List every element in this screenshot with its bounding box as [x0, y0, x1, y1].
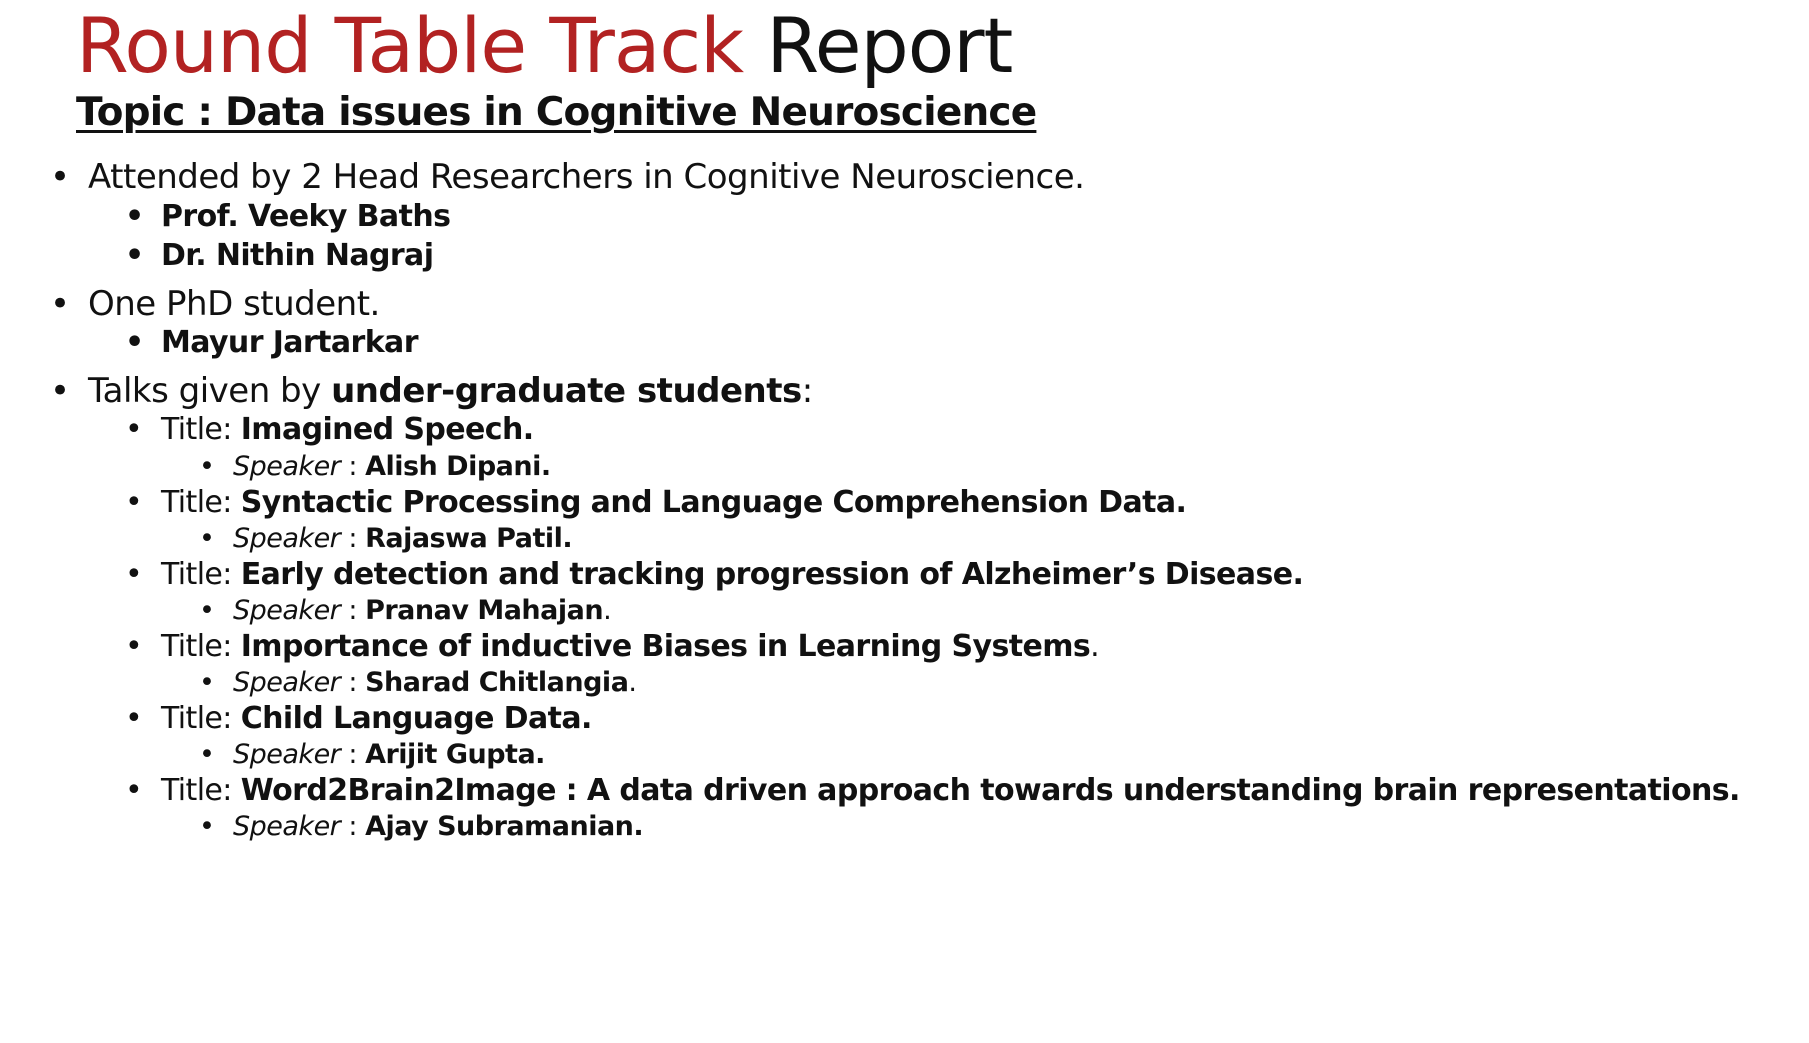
- talk-title-label: Title:: [161, 773, 241, 808]
- page-title: [76, 0, 1012, 92]
- bullet-talks: [50, 369, 813, 413]
- talk-title-label: Title:: [161, 701, 241, 736]
- bullet-dot-icon: •: [125, 629, 143, 664]
- bullet-dot-icon: •: [125, 557, 143, 592]
- speaker-name: Pranav Mahajan: [365, 595, 604, 626]
- talk-title: Early detection and tracking progression of Alzheimer’s Disease.: [240, 557, 1304, 592]
- talk-speaker-item: [199, 665, 637, 701]
- bullet-dot-icon: •: [50, 157, 70, 197]
- bullet-dot-icon: •: [125, 485, 143, 520]
- talk-title-item: [125, 699, 592, 739]
- bullet-dot-icon: •: [199, 595, 215, 626]
- bullet-dot-icon: •: [125, 701, 143, 736]
- speaker-separator: :: [340, 739, 366, 770]
- bullet-dot-icon: •: [125, 773, 143, 808]
- talk-title-label: Title:: [161, 629, 241, 664]
- speaker-name: Arijit Gupta.: [365, 739, 545, 770]
- talk-speaker-item: [199, 521, 573, 557]
- researcher-item: [125, 236, 434, 276]
- speaker-label: Speaker: [233, 811, 341, 842]
- bullet-attended: [50, 155, 1085, 199]
- bullet-dot-icon: •: [199, 811, 215, 842]
- bullet-dot-icon: •: [50, 284, 70, 324]
- talks-bold: under-graduate students: [331, 371, 802, 411]
- researcher-name: Prof. Veeky Baths: [161, 199, 451, 234]
- speaker-tail: .: [603, 595, 612, 626]
- talk-title: Imagined Speech.: [240, 412, 534, 447]
- talk-title: Word2Brain2Image : A data driven approach towards understanding brain representations.: [240, 773, 1740, 808]
- talk-title-item: [125, 627, 1100, 667]
- speaker-name: Sharad Chitlangia: [365, 667, 629, 698]
- bullet-dot-icon: •: [199, 523, 215, 554]
- phd-student-name: Mayur Jartarkar: [161, 325, 418, 360]
- title-black-part: Report: [743, 1, 1013, 90]
- speaker-name: Alish Dipani.: [365, 451, 551, 482]
- talk-title-label: Title:: [161, 412, 241, 447]
- researcher-item: [125, 197, 451, 237]
- speaker-label: Speaker: [233, 667, 341, 698]
- bullet-phd: [50, 282, 380, 326]
- topic-subtitle: Topic : Data issues in Cognitive Neuroscience: [76, 90, 1037, 135]
- talk-speaker-item: [199, 593, 612, 629]
- bullet-dot-icon: •: [125, 325, 144, 360]
- speaker-separator: :: [340, 667, 366, 698]
- talk-speaker-item: [199, 737, 545, 773]
- bullet-dot-icon: •: [125, 238, 144, 273]
- talk-title-item: [125, 483, 1187, 523]
- talks-suffix: :: [801, 371, 813, 411]
- speaker-name: Rajaswa Patil.: [365, 523, 573, 554]
- talk-title-item: [125, 555, 1304, 595]
- talk-speaker-item: [199, 449, 551, 485]
- attended-text: Attended by 2 Head Researchers in Cognitive Neuroscience.: [88, 157, 1085, 197]
- bullet-dot-icon: •: [125, 412, 143, 447]
- phd-text: One PhD student.: [88, 284, 380, 324]
- researcher-name: Dr. Nithin Nagraj: [161, 238, 434, 273]
- speaker-separator: :: [340, 811, 366, 842]
- speaker-separator: :: [340, 523, 366, 554]
- speaker-tail: .: [628, 667, 637, 698]
- talk-title: Syntactic Processing and Language Comprehension Data.: [240, 485, 1187, 520]
- talk-title-item: [125, 410, 534, 450]
- talk-title-item: [125, 771, 1740, 811]
- talk-title-tail: .: [1090, 629, 1100, 664]
- bullet-dot-icon: •: [125, 199, 144, 234]
- speaker-separator: :: [340, 595, 366, 626]
- bullet-dot-icon: •: [199, 739, 215, 770]
- talk-title-label: Title:: [161, 485, 241, 520]
- speaker-name: Ajay Subramanian.: [365, 811, 644, 842]
- talk-title: Importance of inductive Biases in Learning Systems: [240, 629, 1091, 664]
- talk-title: Child Language Data.: [240, 701, 592, 736]
- talk-title-label: Title:: [161, 557, 241, 592]
- bullet-dot-icon: •: [50, 371, 70, 411]
- speaker-separator: :: [340, 451, 366, 482]
- phd-student-item: [125, 323, 418, 363]
- title-red-part: Round Table Track: [76, 1, 744, 90]
- speaker-label: Speaker: [233, 595, 341, 626]
- bullet-dot-icon: •: [199, 451, 215, 482]
- talk-speaker-item: [199, 809, 644, 845]
- bullet-dot-icon: •: [199, 667, 215, 698]
- speaker-label: Speaker: [233, 523, 341, 554]
- speaker-label: Speaker: [233, 739, 341, 770]
- speaker-label: Speaker: [233, 451, 341, 482]
- talks-prefix: Talks given by: [88, 371, 332, 411]
